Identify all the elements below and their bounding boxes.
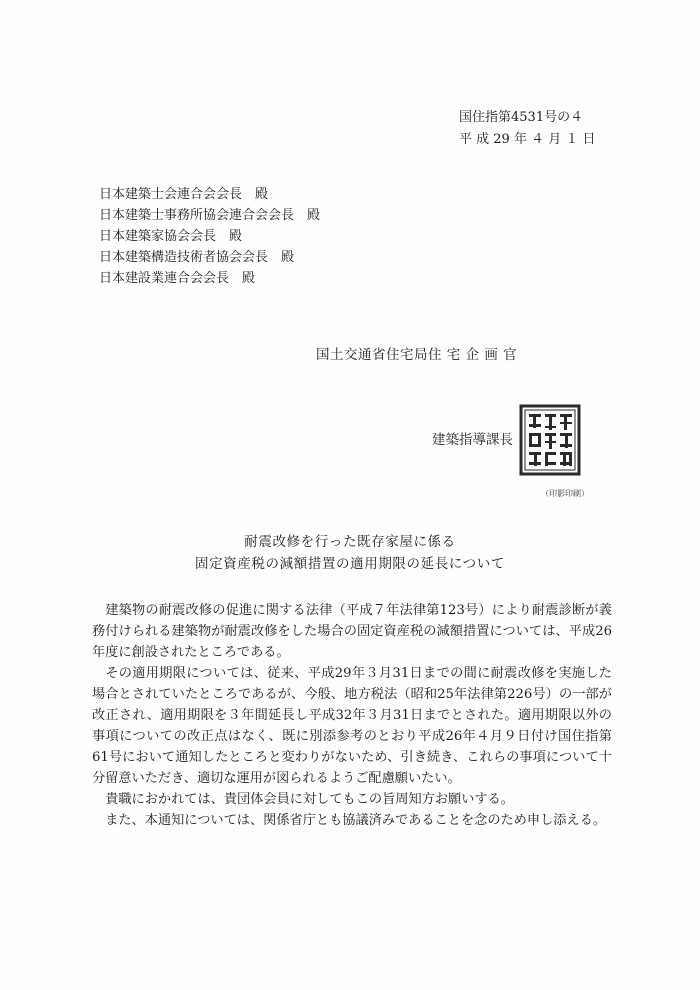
reference-date: 平 成 29 年 ４ 月 １ 日: [459, 132, 596, 147]
reference-block: [459, 107, 595, 151]
title-line: 固定資産税の減額措置の適用期限の延長について: [195, 556, 505, 572]
recipient-line: 日本建築士会連合会会長 殿: [99, 187, 269, 202]
body-paragraph: また、本通知については、関係省庁とも協議済みであることを念のため申し添える。: [105, 813, 607, 828]
sender-office: 国土交通省住宅局住 宅 企 画 官: [316, 347, 518, 363]
official-seal-icon: [519, 404, 581, 476]
body-paragraph: 建築物の耐震改修の促進に関する法律（平成７年法律第123号）により耐震診断が義務付けられる建築物が耐震改修をした場合の固定資産税の減額措置については、平成26年度に創設されたところである。: [92, 603, 612, 660]
recipient-line: 日本建築家協会会長 殿: [99, 229, 243, 244]
seal-note: （印影印刷）: [541, 489, 589, 498]
title-line: 耐震改修を行った既存家屋に係る: [244, 534, 456, 550]
recipient-line: 日本建築士事務所協会連合会会長 殿: [99, 208, 321, 223]
body-paragraph: その適用期限については、従来、平成29年３月31日までの間に耐震改修を実施した場合とされていたところであるが、今般、地方税法（昭和25年法律第226号）の一部が改正され、適用期限を３年間延長し平成32年３月31日までとされた。適用期限以外の事項についての改正点はなく、既に別添参考のとおり平成26年４月９日付け国住指第61号において通知したところと変わりがないため、引き続き、これらの事項について十分留意いただき、適切な運用が図られるようご配慮願いたい。: [92, 666, 612, 786]
sender-title: 建築指導課長: [432, 432, 513, 448]
recipient-line: 日本建設業連合会会長 殿: [99, 271, 256, 286]
recipient-line: 日本建築構造技術者協会会長 殿: [99, 250, 295, 265]
document-title: [0, 531, 700, 575]
reference-number: 国住指第4531号の４: [459, 110, 584, 125]
document-body: [92, 600, 612, 831]
recipient-list: [99, 184, 320, 289]
body-paragraph: 貴職におかれては、貴団体会員に対してもこの旨周知方お願いする。: [105, 792, 514, 807]
